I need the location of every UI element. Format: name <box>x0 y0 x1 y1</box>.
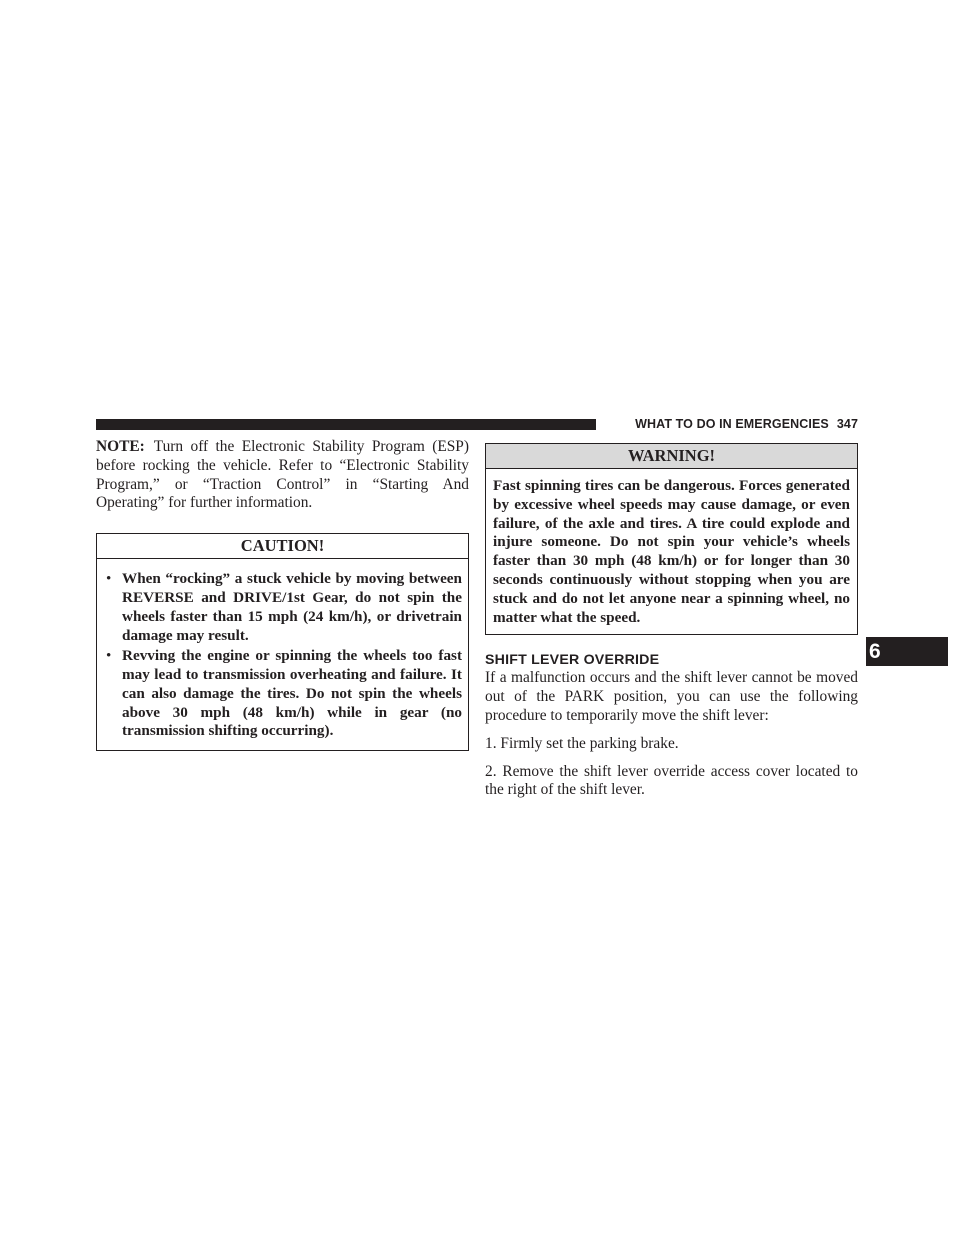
section-heading: SHIFT LEVER OVERRIDE <box>485 652 660 669</box>
step-item: 2. Remove the shift lever override access cover located to the right of the shift lever. <box>485 762 858 799</box>
caution-item <box>104 570 462 646</box>
section-title: WHAT TO DO IN EMERGENCIES <box>635 417 829 431</box>
caution-box <box>96 533 469 751</box>
bullet-icon: • <box>106 646 112 664</box>
right-column <box>485 443 858 800</box>
warning-title: WARNING! <box>486 444 857 469</box>
caution-item-text: Revving the engine or spinning the wheels too fast may lead to transmission overheating and failure. It can also damage the tires. Do not spin the wheels above 30 mph (48 km/h) while in gear (no transmission shifting occurring). <box>122 646 462 740</box>
left-column <box>96 438 469 751</box>
warning-text: Fast spinning tires can be dangerous. Forces generated by excessive wheel speeds may cause damage, or even failure, of the axle and tires. A tire could explode and injure someone. Do not spin your vehicle’s wheels faster than 30 mph (48 km/h) or for longer than 30 seconds continuously without stopping when you are stuck and do not let anyone near a spinning wheel, no matter what the speed. <box>493 477 850 626</box>
caution-list <box>97 559 468 750</box>
warning-box <box>485 443 858 635</box>
caution-item-text: When “rocking” a stuck vehicle by moving between REVERSE and DRIVE/1st Gear, do not spin the wheels faster than 15 mph (24 km/h), or drivetrain damage may result. <box>122 570 462 644</box>
caution-item <box>104 647 462 742</box>
note-paragraph <box>96 438 469 513</box>
bullet-icon: • <box>106 570 112 588</box>
caution-title: CAUTION! <box>97 534 468 559</box>
chapter-tab: 6 <box>866 637 948 666</box>
note-label: NOTE: <box>96 438 145 455</box>
note-text: Turn off the Electronic Stability Program (ESP) before rocking the vehicle. Refer to “Electronic Stability Program,” or “Traction Control” in “Starting And Operating” for further information. <box>96 438 469 512</box>
intro-paragraph: If a malfunction occurs and the shift lever cannot be moved out of the PARK position, you can use the following procedure to temporarily move the shift lever: <box>485 669 858 724</box>
running-header <box>604 417 858 431</box>
step-item: 1. Firmly set the parking brake. <box>485 734 679 752</box>
header-rule <box>96 419 596 430</box>
page-number: 347 <box>836 417 858 431</box>
